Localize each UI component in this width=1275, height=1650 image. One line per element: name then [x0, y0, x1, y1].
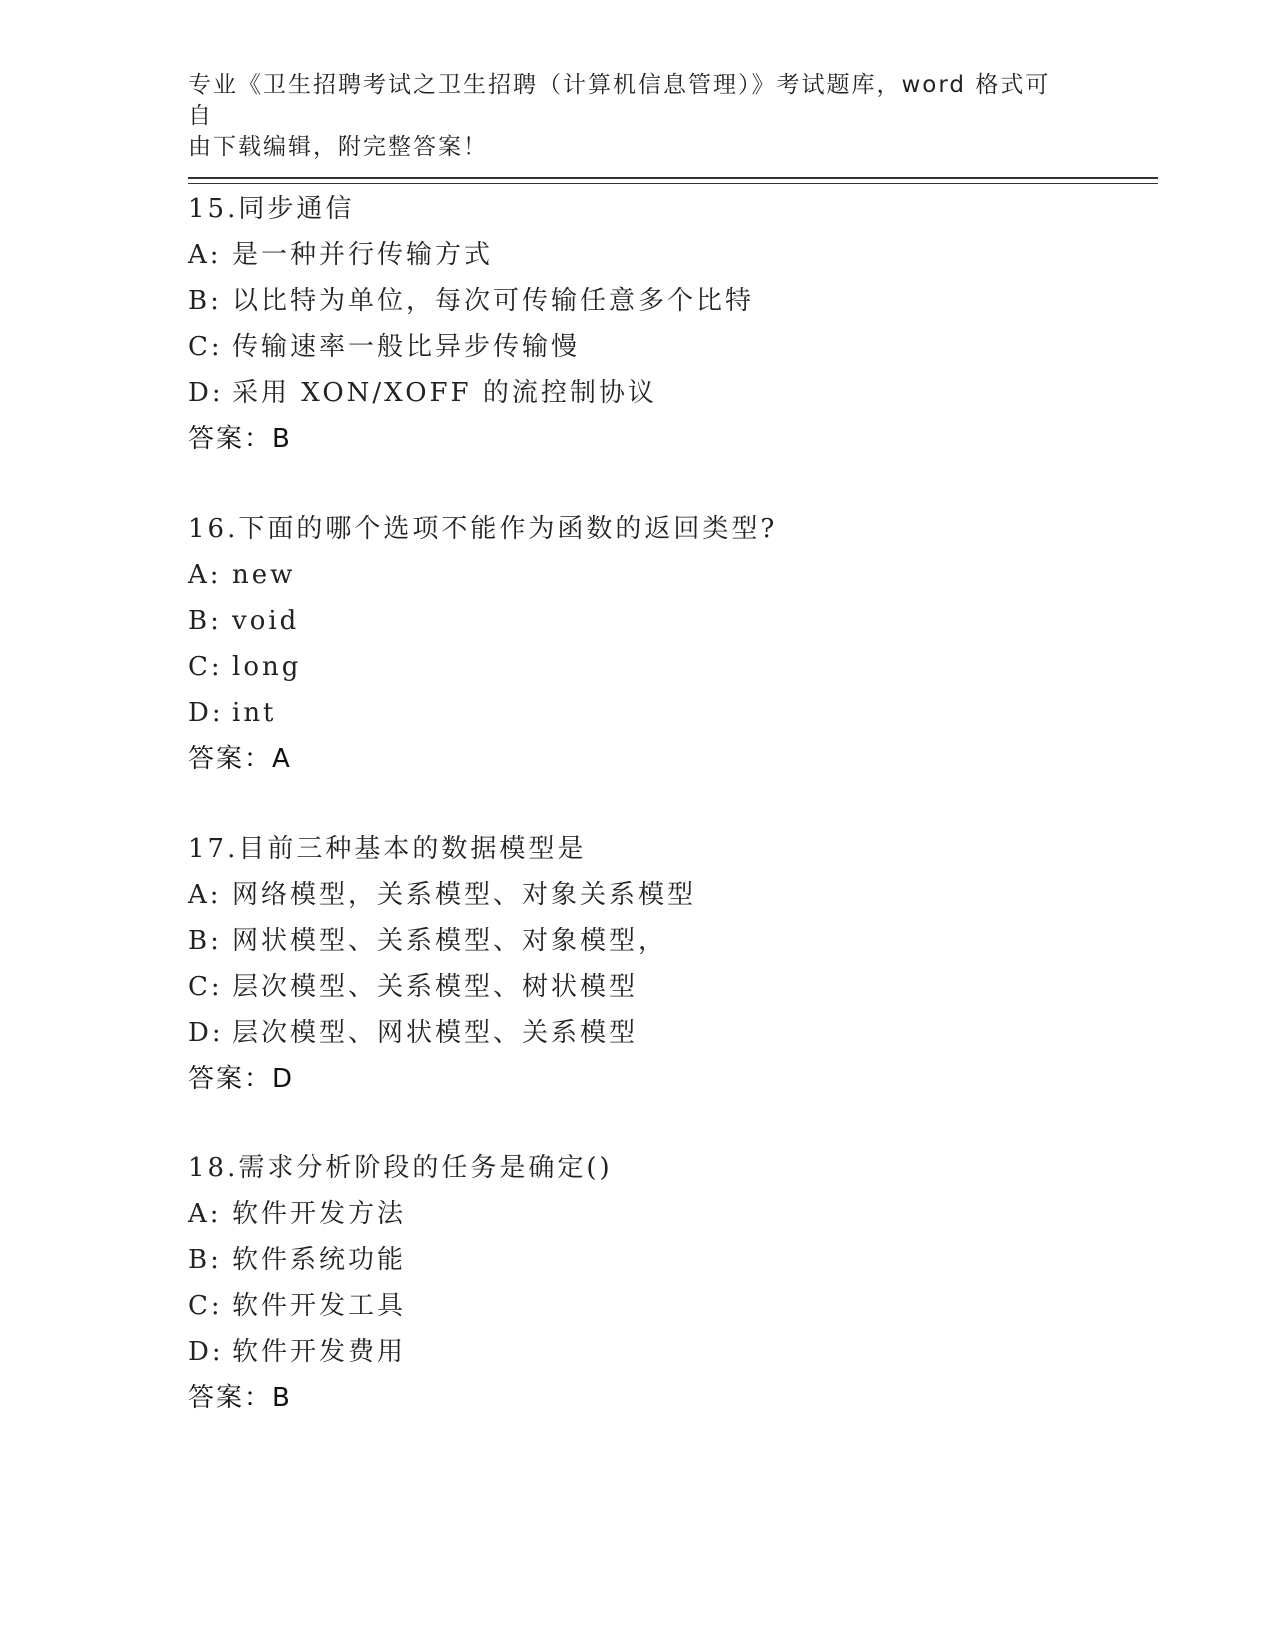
option-letter: C:: [188, 972, 223, 1002]
option-letter: C:: [188, 652, 223, 682]
question-15: [188, 186, 1088, 462]
option-letter: B:: [188, 1245, 222, 1275]
option-letter: C:: [188, 1291, 223, 1321]
option-text: 层次模型、网状模型、关系模型: [232, 1018, 639, 1048]
option-text: 网状模型、关系模型、对象模型，: [232, 926, 668, 956]
option-letter: B:: [188, 286, 222, 316]
option-d: [188, 370, 1088, 416]
option-d: [188, 1010, 1088, 1056]
answer-line: 答案：B: [188, 1383, 292, 1413]
option-text: 传输速率一般比异步传输慢: [232, 332, 581, 362]
option-letter: A:: [188, 240, 222, 270]
option-text: 软件系统功能: [232, 1245, 407, 1275]
option-text: new: [232, 560, 296, 590]
option-letter: D:: [188, 698, 224, 728]
option-c: [188, 1283, 1088, 1329]
question-stem: 16.下面的哪个选项不能作为函数的返回类型?: [188, 514, 778, 544]
option-text: 网络模型，关系模型、对象关系模型: [232, 880, 697, 910]
option-letter: D:: [188, 1018, 224, 1048]
option-b: [188, 278, 1088, 324]
option-a: [188, 1191, 1088, 1237]
option-text: 层次模型、关系模型、树状模型: [232, 972, 639, 1002]
header-divider-thin: [188, 183, 1158, 184]
document-header: [188, 70, 1068, 163]
question-stem: 17.目前三种基本的数据模型是: [188, 834, 587, 864]
answer-line: 答案：D: [188, 1064, 295, 1094]
option-letter: C:: [188, 332, 223, 362]
option-text: 软件开发工具: [232, 1291, 407, 1321]
option-letter: D:: [188, 378, 224, 408]
option-b: [188, 918, 1088, 964]
answer-line: 答案：B: [188, 424, 292, 454]
option-letter: A:: [188, 880, 222, 910]
header-divider-thick: [188, 177, 1158, 179]
option-text: 以比特为单位，每次可传输任意多个比特: [232, 286, 755, 316]
option-text: 软件开发方法: [232, 1199, 407, 1229]
option-d: [188, 690, 1088, 736]
option-text: 软件开发费用: [232, 1337, 407, 1367]
option-text: 是一种并行传输方式: [232, 240, 494, 270]
option-b: [188, 598, 1088, 644]
option-letter: A:: [188, 560, 222, 590]
option-letter: A:: [188, 1199, 222, 1229]
option-d: [188, 1329, 1088, 1375]
option-text: void: [232, 606, 300, 636]
header-line-2: 由下载编辑，附完整答案！: [188, 134, 488, 160]
option-letter: B:: [188, 606, 222, 636]
option-a: [188, 872, 1088, 918]
option-letter: D:: [188, 1337, 224, 1367]
option-a: [188, 552, 1088, 598]
option-b: [188, 1237, 1088, 1283]
question-16: [188, 506, 1088, 782]
option-letter: B:: [188, 926, 222, 956]
question-stem: 15.同步通信: [188, 194, 355, 224]
option-text: 采用 XON/XOFF 的流控制协议: [232, 378, 657, 408]
option-c: [188, 324, 1088, 370]
question-18: [188, 1145, 1088, 1421]
option-text: long: [232, 652, 302, 682]
answer-line: 答案：A: [188, 744, 292, 774]
question-stem: 18.需求分析阶段的任务是确定(): [188, 1153, 613, 1183]
question-17: [188, 826, 1088, 1102]
option-c: [188, 964, 1088, 1010]
option-c: [188, 644, 1088, 690]
option-text: int: [232, 698, 277, 728]
header-line-1: 专业《卫生招聘考试之卫生招聘（计算机信息管理）》考试题库，word 格式可自: [188, 72, 1051, 129]
option-a: [188, 232, 1088, 278]
